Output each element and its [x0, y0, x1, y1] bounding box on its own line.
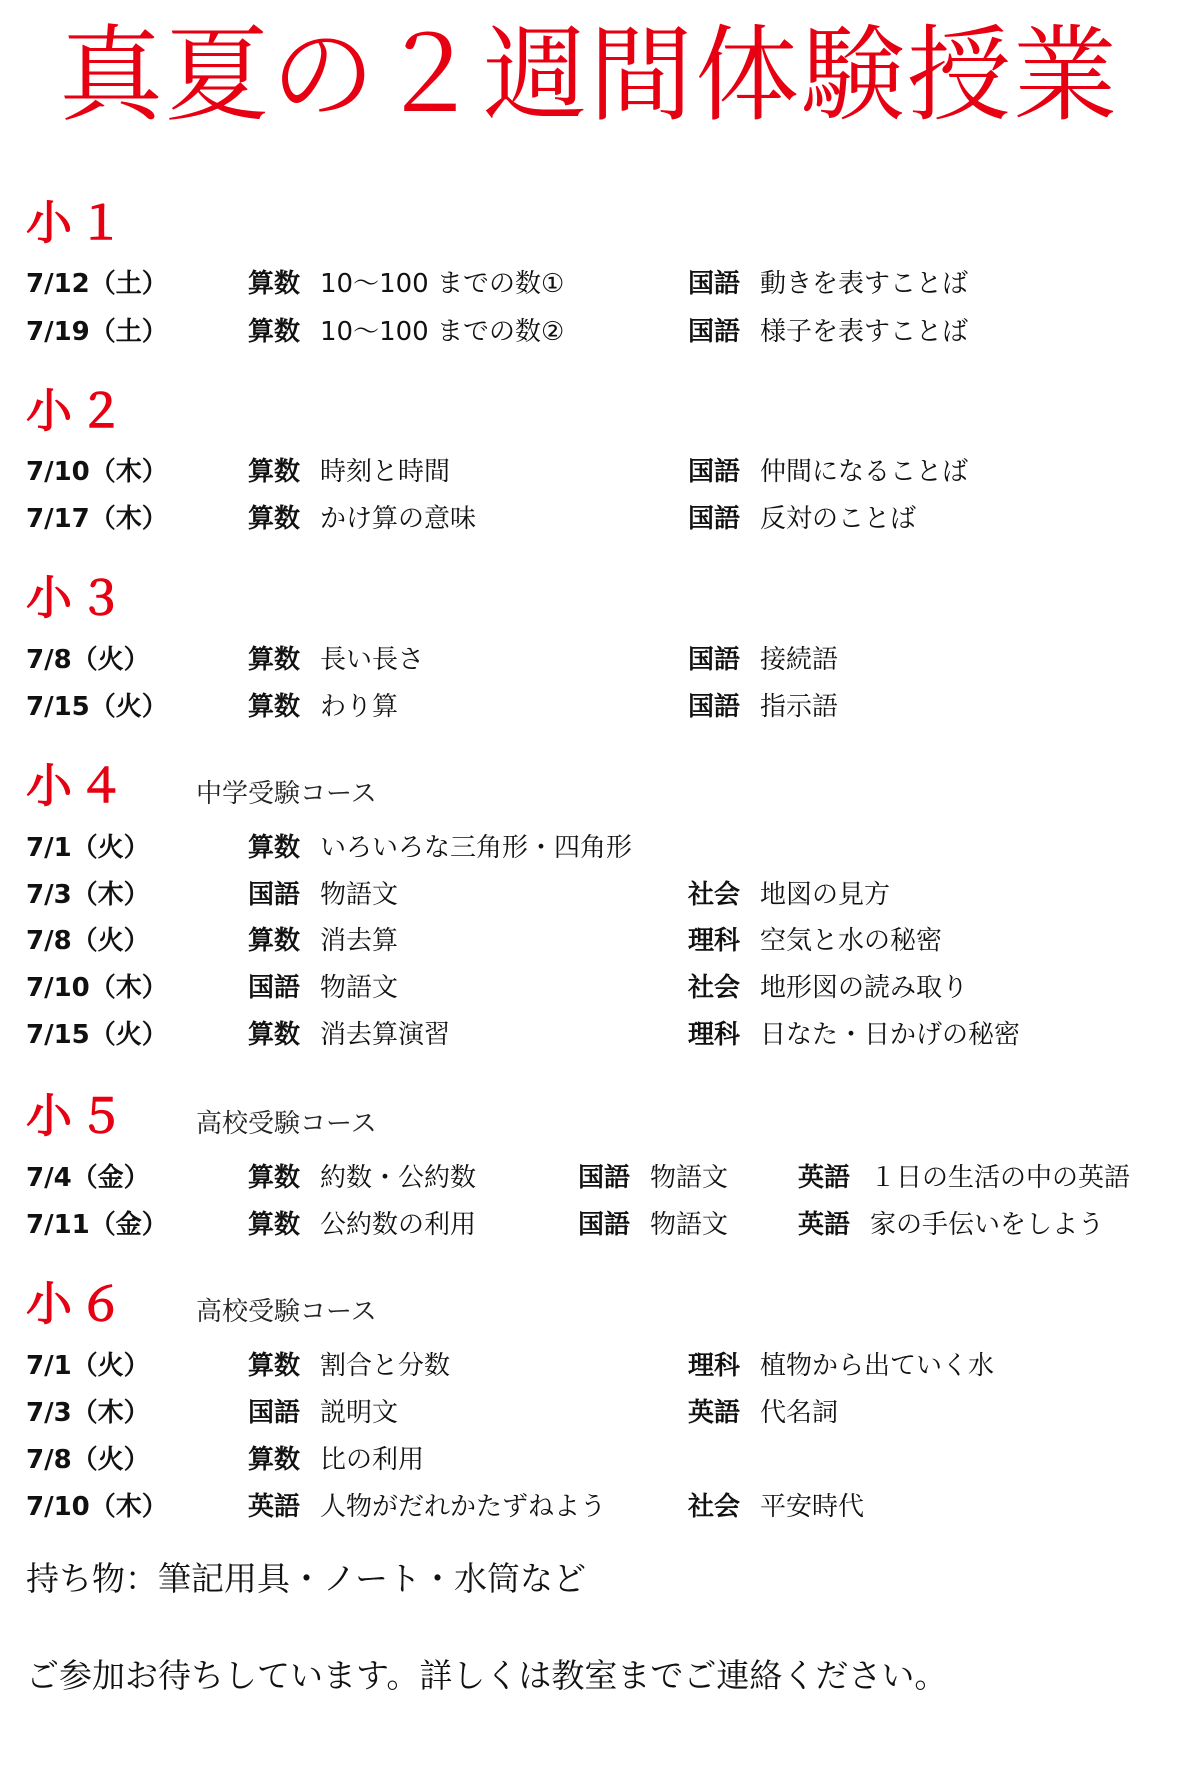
- subject-label: 英語: [688, 1398, 741, 1428]
- schedule-row: [0, 1157, 1178, 1197]
- topic-text: 長い長さ: [320, 645, 425, 675]
- topic-text: 公約数の利用: [320, 1210, 477, 1240]
- lesson-date: 7/3（木）: [26, 1398, 150, 1428]
- lesson-date: 7/10（木）: [26, 457, 168, 487]
- topic-text: 代名詞: [760, 1398, 839, 1428]
- subject-label: 国語: [248, 973, 301, 1003]
- schedule-row: [0, 827, 1178, 867]
- subject-label: 英語: [798, 1210, 851, 1240]
- topic-text: 植物から出ていく水: [760, 1351, 995, 1381]
- subject-label: 国語: [578, 1210, 631, 1240]
- subject-label: 算数: [248, 833, 301, 863]
- subject-label: 算数: [248, 317, 301, 347]
- grade-heading: [26, 187, 130, 253]
- subject-label: 社会: [688, 880, 741, 910]
- topic-text: 指示語: [760, 692, 839, 722]
- topic-text: 物語文: [650, 1163, 729, 1193]
- topic-text: 接続語: [760, 645, 839, 675]
- grade-heading: [26, 750, 377, 816]
- schedule-row: [0, 263, 1178, 303]
- subject-label: 算数: [248, 1445, 301, 1475]
- lesson-date: 7/11（金）: [26, 1210, 168, 1240]
- subject-label: 国語: [688, 692, 741, 722]
- subject-label: 算数: [248, 1020, 301, 1050]
- topic-text: 地図の見方: [760, 880, 891, 910]
- subject-label: 算数: [248, 269, 301, 299]
- subject-label: 国語: [688, 269, 741, 299]
- lesson-date: 7/10（木）: [26, 973, 168, 1003]
- schedule-row: [0, 686, 1178, 726]
- grade-heading: [26, 562, 130, 628]
- topic-text: 10～100 までの数②: [320, 317, 565, 347]
- lesson-date: 7/8（火）: [26, 926, 150, 956]
- lesson-date: 7/15（火）: [26, 1020, 168, 1050]
- subject-label: 国語: [248, 880, 301, 910]
- topic-text: 空気と水の秘密: [760, 926, 943, 956]
- lesson-date: 7/12（土）: [26, 269, 168, 299]
- topic-text: 動きを表すことば: [760, 269, 969, 299]
- topic-text: 説明文: [320, 1398, 399, 1428]
- schedule-row: [0, 967, 1178, 1007]
- lesson-date: 7/17（木）: [26, 504, 168, 534]
- subject-label: 社会: [688, 1492, 741, 1522]
- subject-label: 算数: [248, 1210, 301, 1240]
- schedule-row: [0, 874, 1178, 914]
- subject-label: 算数: [248, 692, 301, 722]
- subject-label: 英語: [248, 1492, 301, 1522]
- schedule-row: [0, 1014, 1178, 1054]
- page-title: 真夏の２週間体験授業: [58, 14, 1119, 136]
- topic-text: 比の利用: [320, 1445, 425, 1475]
- grade-label: 小２: [26, 384, 130, 438]
- subject-label: 国語: [688, 504, 741, 534]
- subject-label: 社会: [688, 973, 741, 1003]
- subject-label: 国語: [688, 457, 741, 487]
- schedule-row: [0, 311, 1178, 351]
- grade-label: 小１: [26, 196, 130, 250]
- grade-label: 小５: [26, 1089, 130, 1143]
- schedule-row: [0, 451, 1178, 491]
- lesson-date: 7/10（木）: [26, 1492, 168, 1522]
- schedule-row: [0, 1486, 1178, 1526]
- subject-label: 英語: [798, 1163, 851, 1193]
- topic-text: 平安時代: [760, 1492, 865, 1522]
- topic-text: かけ算の意味: [320, 504, 477, 534]
- grade-label: 小６: [26, 1277, 130, 1331]
- schedule-row: [0, 639, 1178, 679]
- subject-label: 算数: [248, 926, 301, 956]
- course-label: 中学受験コース: [196, 779, 377, 809]
- topic-text: 10～100 までの数①: [320, 269, 565, 299]
- grade-heading: [26, 375, 130, 441]
- subject-label: 国語: [248, 1398, 301, 1428]
- topic-text: 反対のことば: [760, 504, 917, 534]
- schedule-row: [0, 1439, 1178, 1479]
- subject-label: 国語: [578, 1163, 631, 1193]
- topic-text: 物語文: [650, 1210, 729, 1240]
- subject-label: 算数: [248, 1351, 301, 1381]
- topic-text: 日なた・日かげの秘密: [760, 1020, 1021, 1050]
- topic-text: 地形図の読み取り: [760, 973, 969, 1003]
- subject-label: 算数: [248, 1163, 301, 1193]
- topic-text: 物語文: [320, 880, 399, 910]
- topic-text: 消去算: [320, 926, 399, 956]
- topic-text: いろいろな三角形・四角形: [320, 833, 633, 863]
- lesson-date: 7/19（土）: [26, 317, 168, 347]
- subject-label: 理科: [688, 926, 741, 956]
- topic-text: 家の手伝いをしよう: [870, 1210, 1105, 1240]
- lesson-date: 7/8（火）: [26, 645, 150, 675]
- grade-heading: [26, 1268, 377, 1334]
- belongings-note: 持ち物：筆記用具・ノート・水筒など: [26, 1559, 587, 1598]
- subject-label: 算数: [248, 457, 301, 487]
- schedule-row: [0, 1392, 1178, 1432]
- subject-label: 国語: [688, 645, 741, 675]
- grade-label: 小４: [26, 759, 130, 813]
- topic-text: わり算: [320, 692, 399, 722]
- lesson-date: 7/1（火）: [26, 833, 150, 863]
- schedule-row: [0, 1204, 1178, 1244]
- lesson-date: 7/3（木）: [26, 880, 150, 910]
- lesson-date: 7/8（火）: [26, 1445, 150, 1475]
- topic-text: 消去算演習: [320, 1020, 451, 1050]
- subject-label: 算数: [248, 504, 301, 534]
- lesson-date: 7/1（火）: [26, 1351, 150, 1381]
- subject-label: 国語: [688, 317, 741, 347]
- topic-text: 仲間になることば: [760, 457, 969, 487]
- subject-label: 理科: [688, 1351, 741, 1381]
- course-label: 高校受験コース: [196, 1109, 377, 1139]
- schedule-row: [0, 498, 1178, 538]
- schedule-row: [0, 1345, 1178, 1385]
- topic-text: 様子を表すことば: [760, 317, 969, 347]
- topic-text: 約数・公約数: [320, 1163, 477, 1193]
- subject-label: 理科: [688, 1020, 741, 1050]
- topic-text: 物語文: [320, 973, 399, 1003]
- grade-label: 小３: [26, 571, 130, 625]
- lesson-date: 7/15（火）: [26, 692, 168, 722]
- topic-text: 人物がだれかたずねよう: [320, 1492, 607, 1522]
- subject-label: 算数: [248, 645, 301, 675]
- grade-heading: [26, 1080, 377, 1146]
- schedule-row: [0, 920, 1178, 960]
- contact-message: ご参加お待ちしています。詳しくは教室までご連絡ください。: [26, 1656, 948, 1695]
- topic-text: 割合と分数: [320, 1351, 451, 1381]
- course-label: 高校受験コース: [196, 1297, 377, 1327]
- lesson-date: 7/4（金）: [26, 1163, 150, 1193]
- topic-text: 時刻と時間: [320, 457, 451, 487]
- topic-text: １日の生活の中の英語: [870, 1163, 1131, 1193]
